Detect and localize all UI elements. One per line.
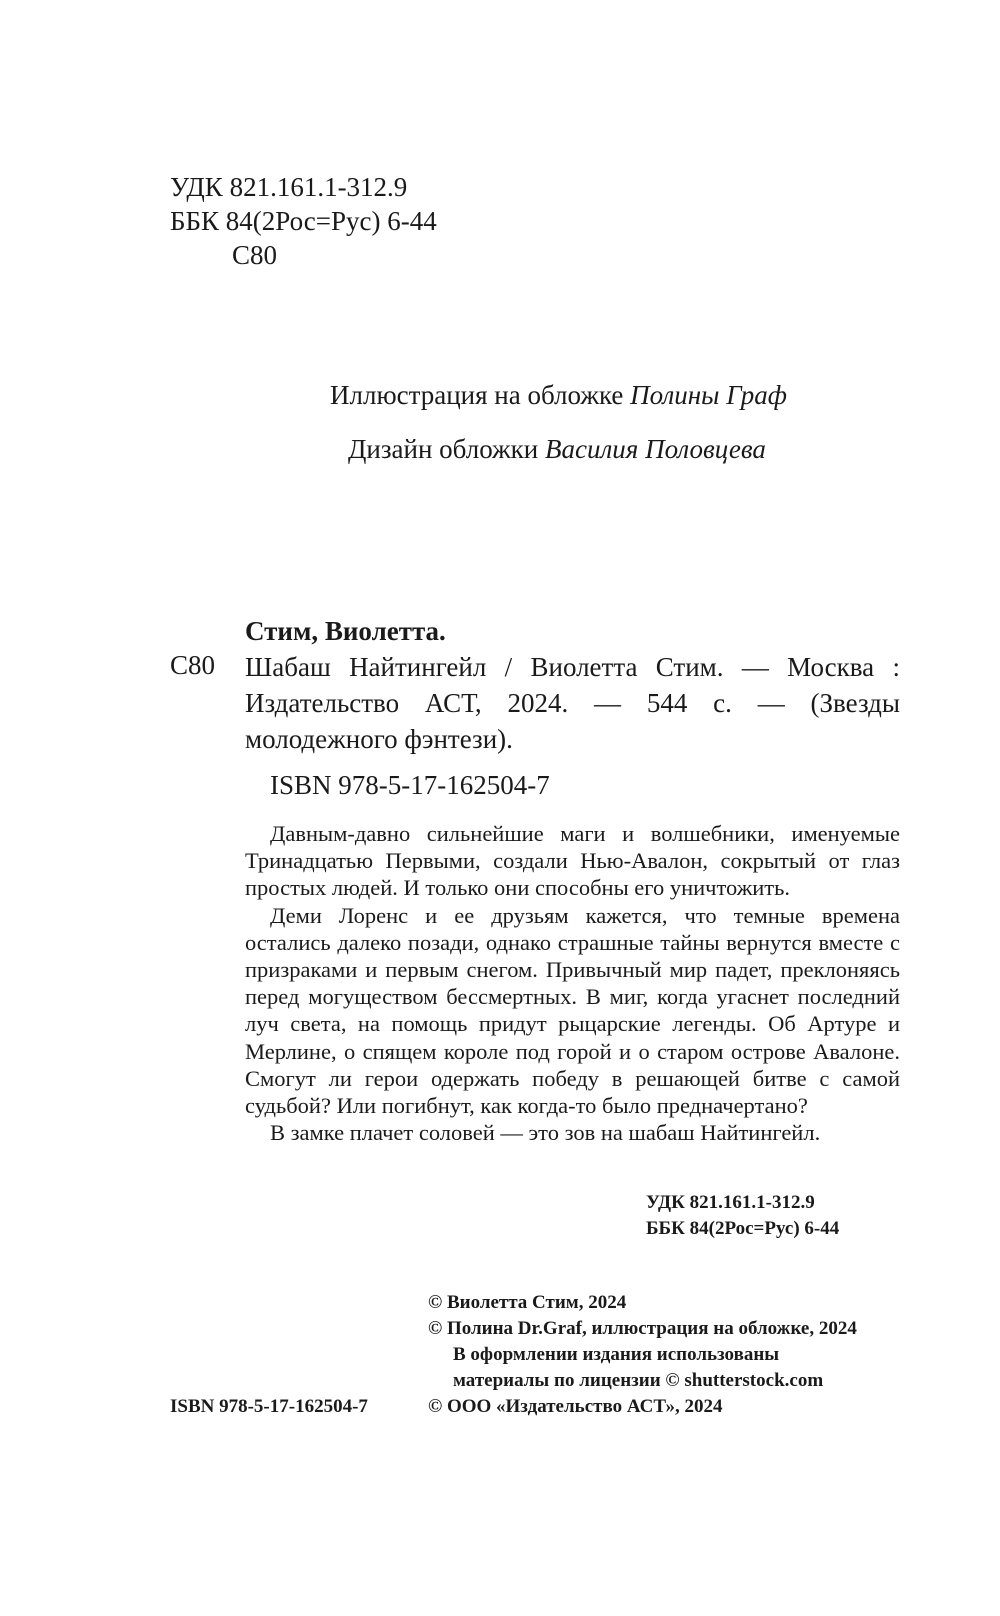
copyright-line: © Полина Dr.Graf, иллюстрация на обложке, 2024: [428, 1318, 857, 1339]
annotation: [245, 820, 900, 1146]
design-name: Василия Половцева: [545, 434, 766, 464]
isbn-bottom: ISBN 978-5-17-162504-7: [170, 1396, 368, 1417]
copyright-line: © ООО «Издательство АСТ», 2024: [428, 1396, 723, 1417]
annotation-paragraph: Деми Лоренс и ее друзьям кажется, что темные времена остались далеко позади, однако страшные тайны вернутся вместе с призраками и первым снегом. Привычный мир падет, преклоняясь перед могуществом бессмертных. В миг, когда угаснет последний луч света, на помощь придут рыцарские легенды. Об Артуре и Мерлине, о спящем короле под горой и о старом острове Авалоне. Смогут ли герои одержать победу в решающей битве с самой судьбой? Или погибнут, как когда-то было предначертано?: [245, 902, 900, 1119]
illustration-credit: [330, 380, 787, 411]
author-mark: С80: [232, 240, 278, 270]
copyright-line: материалы по лицензии © shutterstock.com: [453, 1370, 824, 1391]
entry-author: Стим, Виолетта.: [245, 616, 446, 646]
bbk-code: ББК 84(2Рос=Рус) 6-44: [170, 206, 437, 236]
classification-codes-bottom: [646, 1190, 839, 1242]
udk-code: УДК 821.161.1-312.9: [170, 172, 408, 202]
classification-codes: [170, 170, 437, 272]
illustration-name: Полины Граф: [630, 380, 787, 410]
entry-reference: Шабаш Найтингейл / Виолетта Стим. — Москва : Издательство АСТ, 2024. — 544 с. — (Звезды молодежного фэнтези).: [245, 652, 900, 754]
catalog-letter: С80: [170, 650, 216, 680]
catalog-entry: [245, 613, 900, 803]
copyright-line: © Виолетта Стим, 2024: [428, 1292, 627, 1313]
design-credit: [348, 434, 766, 465]
udk-code: УДК 821.161.1-312.9: [646, 1192, 815, 1213]
bbk-code: ББК 84(2Рос=Рус) 6-44: [646, 1218, 840, 1239]
entry-isbn: ISBN 978-5-17-162504-7: [270, 770, 550, 800]
copyright-block: [428, 1290, 857, 1420]
design-label: Дизайн обложки: [348, 434, 539, 464]
annotation-paragraph: Давным-давно сильнейшие маги и волшебники, именуемые Тринадцатью Первыми, создали Нью-Авалон, сокрытый от глаз простых людей. И только они способны его уничтожить.: [245, 821, 900, 901]
copyright-line: В оформлении издания использованы: [453, 1344, 780, 1365]
annotation-paragraph: В замке плачет соловей — это зов на шабаш Найтингейл.: [270, 1120, 821, 1146]
illustration-label: Иллюстрация на обложке: [330, 380, 624, 410]
